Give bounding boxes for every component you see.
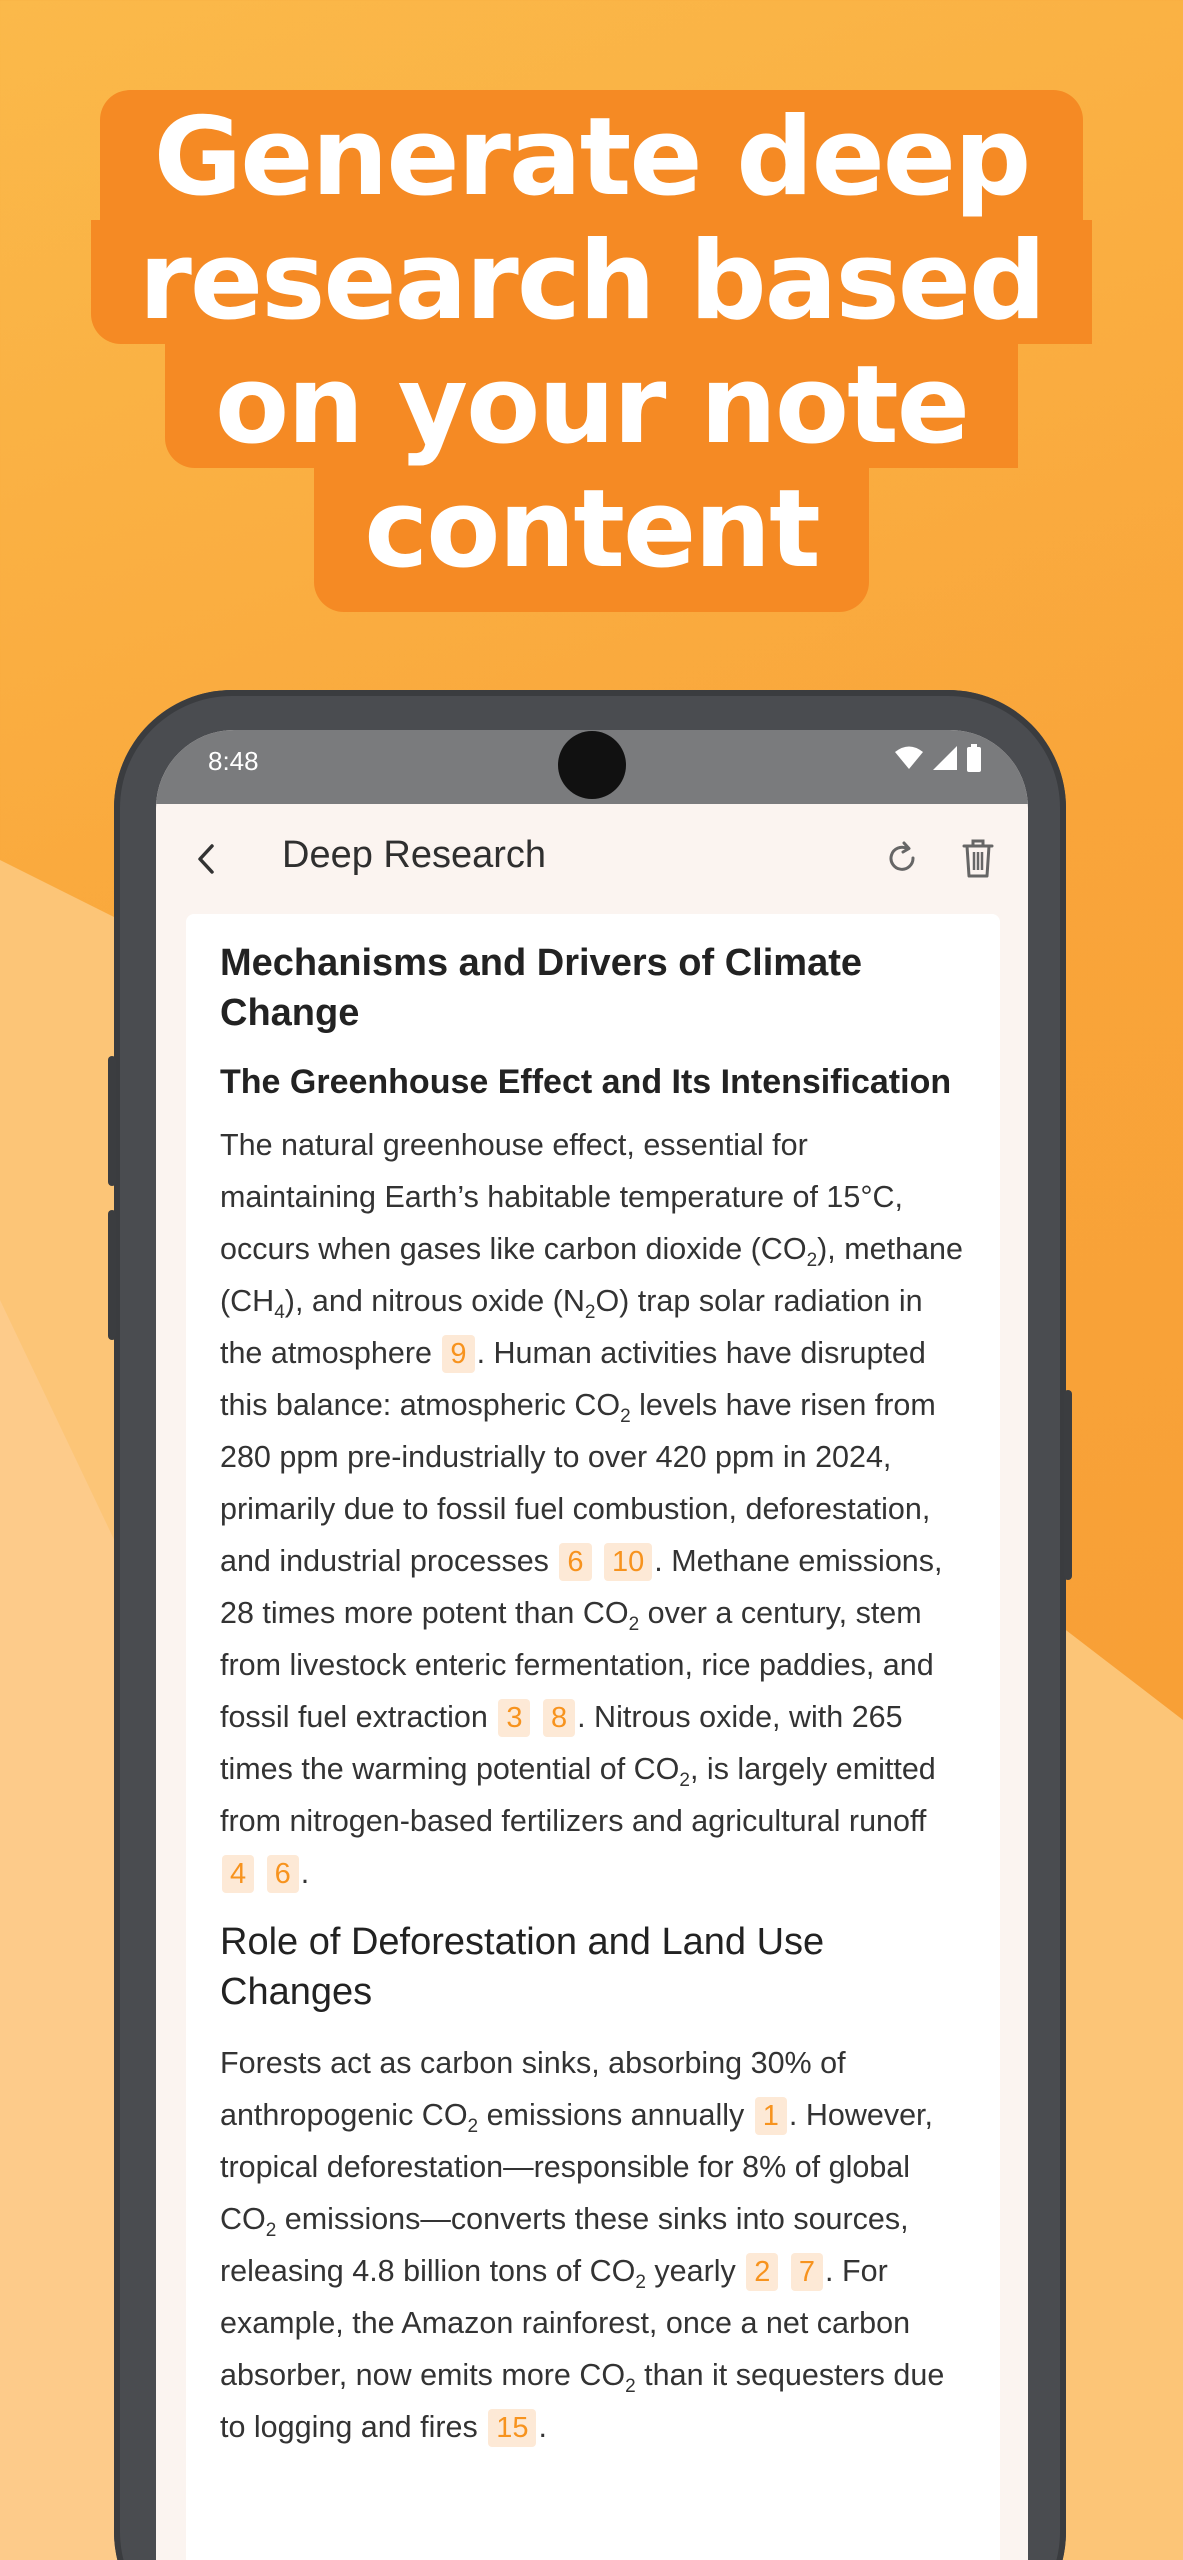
citation-badge[interactable]: 15 (488, 2409, 536, 2447)
status-time: 8:48 (208, 746, 259, 776)
section-paragraph: The natural greenhouse effect, essential for maintaining Earth’s habitable temperature of 15°C, occurs when gases like carbon dioxide $(CO_2)$, methane $(CH_4)$, and nitrous oxide $(N_2O)$ trap solar radiation in the atmosphere 9 . Human activities have disrupted this balance: atmospheric $CO_2$ levels have risen from 280 ppm pre-industrially to over 420 ppm in 2024, primarily due to fossil fuel combustion, deforestation, and industrial processes 6 10 . Methane emissions, 28 times more potent than $CO_2$ over a century, stem from livestock enteric fermentation, rice paddies, and fossil fuel extraction 3 8 . Nitrous oxide, with 265 times the warming potential of $CO_2$, is largely emitted from nitrogen-based fertilizers and agricultural runoff 4 6 . (220, 1119, 966, 1899)
citation-badge[interactable]: 3 (498, 1699, 530, 1737)
citation-badge[interactable]: 6 (267, 1855, 299, 1893)
page-title: Deep Research (282, 834, 547, 876)
battery-icon (966, 744, 982, 772)
research-document (186, 914, 1000, 2560)
trash-icon (956, 834, 1000, 882)
status-bar (156, 730, 1028, 804)
citation-badge[interactable]: 7 (791, 2253, 823, 2291)
section-paragraph: Forests act as carbon sinks, absorbing 30% of anthropogenic $CO_2$ emissions annually 1 . However, tropical deforestation—responsible for 8% of global $CO_2$ emissions—converts these sinks into sources, releasing 4.8 billion tons of $CO_2$ yearly 2 7 . For example, the Amazon rainforest, once a net carbon absorber, now emits more $CO_2$ than it sequesters due to logging and fires 15 . (220, 2037, 966, 2453)
signal-icon (932, 745, 958, 771)
citation-badge[interactable]: 8 (543, 1699, 575, 1737)
back-button[interactable] (186, 836, 226, 882)
camera-cutout (558, 731, 626, 799)
headline-line: research based (91, 220, 1093, 344)
headline-line: Generate deep (100, 90, 1084, 220)
delete-button[interactable] (956, 834, 1000, 882)
document-title: Mechanisms and Drivers of Climate Change (220, 942, 862, 1034)
promo-headline (0, 90, 1183, 612)
section-heading: Role of Deforestation and Land Use Changes (220, 1921, 825, 2013)
phone-side-button (108, 1056, 116, 1186)
citation-badge[interactable]: 10 (604, 1543, 652, 1581)
citation-badge[interactable]: 6 (559, 1543, 591, 1581)
headline-line: on your note (165, 344, 1018, 468)
app-bar (156, 804, 1028, 914)
citation-badge[interactable]: 9 (442, 1335, 474, 1373)
phone-screen (156, 730, 1028, 2560)
status-icons (894, 744, 982, 772)
citation-badge[interactable]: 4 (222, 1855, 254, 1893)
phone-power-button (1064, 1390, 1072, 1580)
refresh-icon (880, 836, 924, 880)
phone-side-button (108, 1210, 116, 1340)
citation-badge[interactable]: 1 (755, 2097, 787, 2135)
citation-badge[interactable]: 2 (746, 2253, 778, 2291)
chevron-left-icon (196, 843, 216, 875)
headline-line: content (314, 468, 869, 612)
section-heading: The Greenhouse Effect and Its Intensification (220, 1063, 952, 1101)
wifi-icon (894, 745, 924, 771)
refresh-button[interactable] (880, 836, 924, 880)
